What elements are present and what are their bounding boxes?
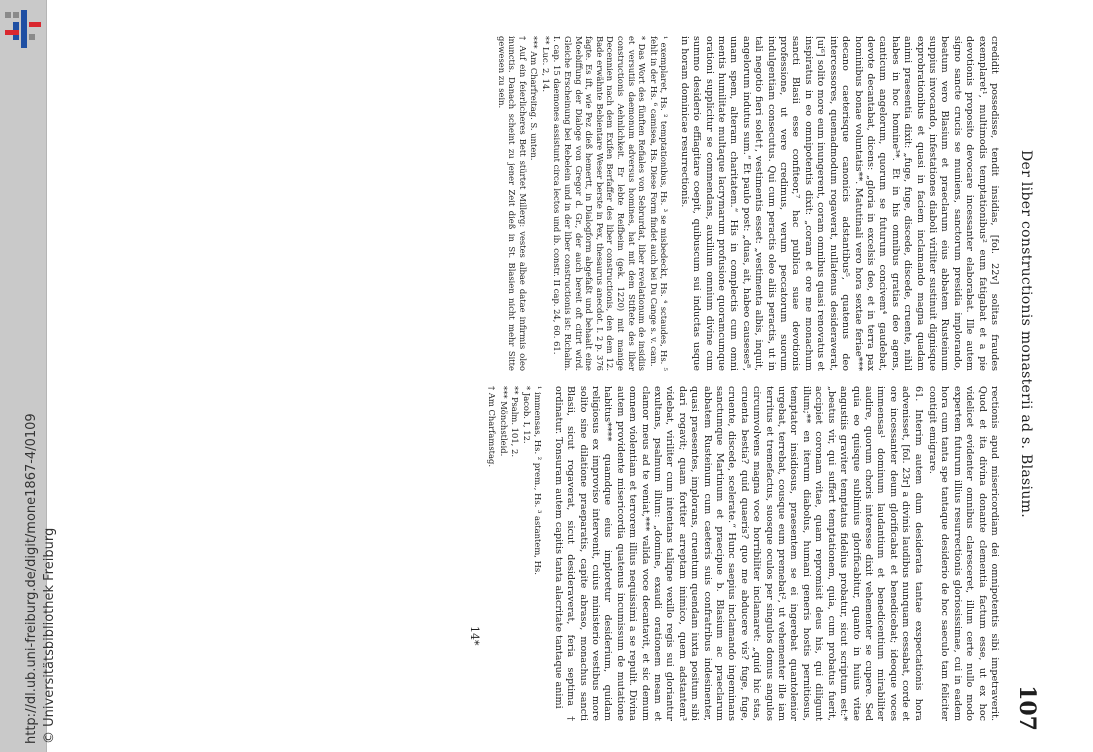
viewer-sidebar	[0, 0, 57, 752]
footnote: *** Mönchstleid.	[498, 386, 509, 457]
footnote: * Das Wort des fünften Refiales von Sebrurdat, liber revelationum de insidiis et versutiis daemonum adversus homines, hat mit dem Stiftete des liber constructionis Aehnlichkeit. Er lebte Reifbeim (gek. 1220) mit manige Decennien nach dem Exifen Berfaffer des liber constructionis, den dem 12. Bade erwähnte Bebientare Weser berste in Pex, thesaurus anecdot. I. 2 p. 376 fagte. Es ift, wie Pez dieß hemertt, in Dialogform abgefaßt und behaalt eine Moebiffung der Dialoge von Gregor d. Gr., der auch bereit oft citirt wird. Gleiche Erscheinung bei Rebelein und in der liber constructionis ist: Richalm. I. cap. 15 daemones assistunt circa lectos und ib. constr. II cap. 24, 60. 61.	[552, 36, 648, 371]
right-footnotes	[486, 386, 543, 721]
page-header	[1006, 14, 1040, 739]
university-library-logo-icon[interactable]	[3, 8, 43, 50]
footnote: * Jacob. I, 12.	[521, 386, 532, 444]
scanned-page	[200, 14, 1040, 739]
right-paragraph: rectionis apud misericordiam dei omnipotentis sibi impetraverit. Quod et ita divina donante clementia factum esse, ut ex hoc videlicet evidenter omnibus claresceret, illum certe nullo modo expertem futurum illius resurrectionis gloriosissimae, cui in eadem hora cum tanta spe tantaque desiderio de hoc saeculo tam feliciter contigit emigrare.	[926, 386, 1000, 721]
footnote: ** Luc. 2, 14.	[540, 36, 551, 92]
footnote: *** Am Charfreitag. S. unten.	[529, 36, 540, 161]
left-column	[495, 36, 1000, 371]
right-column	[468, 386, 1000, 721]
footnote: ** Psalm. 101, 2.	[510, 386, 521, 457]
footnote: † Am Charfamstag.	[487, 386, 497, 468]
footnote: ¹ immensas, Hs. ² prem., Hs. ³ astantem, Hs.	[533, 386, 544, 575]
copyright-notice: © Universitätsbibliothek Freiburg	[42, 527, 57, 744]
footnote: ¹ exemplaret, Hs. ² temptationibus, Hs. ³ se misbedeckt, Hs. ⁴ sctaudes, Hs. ⁵ fehlt in der Hs. ⁶ camisea, Hs. Diese Form findet auch bei Du Cange s. v. cam.	[648, 36, 670, 371]
running-title: Der liber constructionis monasterii ad s. Blasium.	[1018, 150, 1034, 518]
viewer-source-info	[23, 413, 59, 744]
signature-mark: 14*	[468, 626, 482, 646]
left-paragraph: credidit possedisse, tendit insidias, [fol. 22v] solitas fraudes exemplaret¹, multimodis temptationibus² eum fatigabat et a pie devotionis proposito devocare incessanter elaborabat. Ille autem signo sancte crucis se muniens, sanctorum presidia implorando, beatum vero Blasium et praeclarum eius abbatem Rusteinum suppius invocando, infestationes diaboli viriliter sustinuit dignisque exprobrationibus et quasi in faciem inclamando magna quadam animi praesentia dixit: „fuge, fuge, discede, discede, cruente, nihil habes in hoc homine³*. Et in his omnibus gratias deo agens, canticum angelorum, quorum se futurum concivem⁴ gaudebat, devote decantabat, dicens: „gloria in excelsis deo, et in terra pax hominibus bonae voluntatis**. Matutinali vero hora sextae feriae*** decano caeterisque canonicis adstantibus⁵, quatenus deo intercessores, quemadmodum rogaverat, nullatenus desideraverat, [ui⁶] solito more eum inungerent, coram omnibus quasi renovatus et inspiratus in eo omnipotentis dixit: „coram et ore me monachum sancti Blasii esse confiteor,⁷ hac publica suae devotionis professione, ut vere credimus, verum peccatorum suorum indulgentiam consecutus. Qui cum peractis oleo aliis peractis, ut in tali negotio fieri solet†, vestimentis esset: „vestimenta albis, inquit, angelorum indutus sum.“ Et paulo post: „duas, ait, habeo causeses⁸, unam spem, alteram charitatem.“ His in complectis cum omni mentis humilitate multaque lacrymarum profusione quoramcumque orationi supplicitur se commendans, auxilium omnium divine cum summo desiderio effiagitare coepit, quibuscum sui inductas usque in horam dominicae resurrectionis.	[678, 36, 1000, 371]
source-url[interactable]: http://dl.ub.uni-freiburg.de/digit/mone1867-4/0109	[24, 413, 39, 744]
left-footnotes	[496, 36, 670, 371]
page-number: 107	[1014, 685, 1040, 731]
footnote: † Auf ein feierlicheres Bett stürtet Millerg: vestes albae datae infirmis oleo inunctis. Danach scheint zu jener Zeit dieß in St. Blasien nicht mehr Sitte gewesen zu sein.	[496, 36, 528, 371]
right-paragraph: 61. Interim autem dum desiderata tantae exspectationis hora advenisset, [fol. 23r] a divinis laudibus nunquam cessabat, corde et ore incessanter deum glorificabat et benedicebat; ideoque voces immensas¹ dominum laudantium et benedicentium mirabiliter audire, quorum choris interesse dixit vehementer se cupere. Sed quia eo quisque sublimius glorificabitur, quanto in huius vitae angustiis graviter temptatus fidelius probatur, sicut scriptum est:* „beatus vir, qui suffert temptationem, quia, cum probatus fuerit, accipiet coronam vitae, quam repromisit deus his, qui diligunt illum;** en iterum diabolus, humani generis hostis pernitiosus, temptator insidiosus, praesentem se ei ingerebat quantolenior urgebat, terrebat, cousque eum premebat², ut vehementer ille iam territus et tremefactus, suosque oculos per singulos domus angulos circumvolvens magna voce horribiliter inclamaret: „quid hic stas, cruenta bestia? quid quaeris? quo me abducere vis? fuge, fuge, cruente, discede, scelerate.“ Hunc saepius inclamando ingeminans sanctumque Martinum et praecipue b. Blasium ac praeclarum abbatem Rusteinum cum caeteris suis confratribus indesinenter, quasi praesentes, implorans, cruentum quendam iuxta positum sibi dari rogavit; quam fortiter arreptam inimico, quem adstantem³ videbat, viriliter cum intentans taliqne vexillo regis sui gloriantur exultans, psalmum illum: „domine, exaudi orationem meam et clamor meus ad te veniat,*** valida voce decantavit, et sic demum omnem violentiam et terrorem illius nequissimi a se repulit. Divina autem providente misericordia quatenus incumissum de mutatione habitus**** quamdque eius imploretur desiderium, quidam religiosus ex improviso intervenit, cuius ministerio vestibus more solito sine dilatione praeparatis, capite abraso, monachus sancti Blasii, sicut rogaverat, sicut desideraverat, feria septima † ordinatur. Tonsuram autem capitis tanta alacritate tantaque animi	[552, 386, 924, 721]
